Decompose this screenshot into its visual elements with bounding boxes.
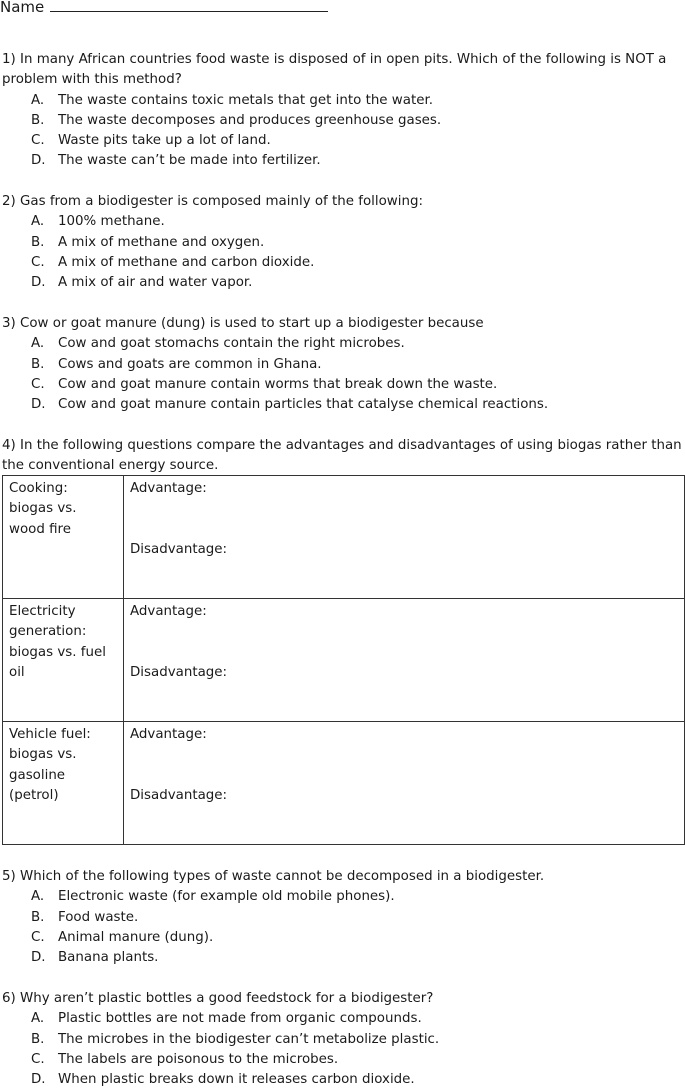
name-blank-line[interactable]: [50, 0, 328, 12]
option-letter: C.: [31, 1051, 45, 1067]
option-letter: C.: [31, 254, 45, 270]
option-a[interactable]: [2, 91, 682, 111]
question-3: [2, 314, 682, 415]
option-c[interactable]: [2, 131, 682, 151]
option-list: [2, 887, 682, 968]
option-list: [2, 1009, 682, 1090]
option-letter: C.: [31, 376, 45, 392]
topic-line: wood fire: [9, 521, 71, 537]
option-text: A mix of methane and oxygen.: [58, 234, 265, 250]
option-a[interactable]: [2, 1009, 682, 1029]
topic-cell: [3, 476, 124, 599]
answer-cell[interactable]: [124, 476, 685, 599]
option-letter: B.: [31, 909, 45, 925]
topic-line: Vehicle fuel:: [9, 727, 91, 742]
topic-line: biogas vs. fuel: [9, 644, 106, 660]
option-letter: B.: [31, 1031, 45, 1047]
advantage-label: Advantage:: [130, 727, 207, 742]
option-list: [2, 91, 682, 172]
table-row-cooking: [3, 476, 685, 599]
option-a[interactable]: [2, 887, 682, 907]
option-b[interactable]: [2, 355, 682, 375]
option-a[interactable]: [2, 334, 682, 354]
option-d[interactable]: [2, 948, 682, 968]
option-text: Cows and goats are common in Ghana.: [58, 356, 322, 372]
option-letter: B.: [31, 112, 45, 128]
topic-line: biogas vs.: [9, 501, 77, 517]
question-1: [2, 50, 682, 172]
answer-cell[interactable]: [124, 599, 685, 722]
topic-line: oil: [9, 665, 25, 681]
topic-cell: [3, 599, 124, 722]
option-letter: C.: [31, 929, 45, 945]
option-text: Cow and goat manure contain worms that break down the waste.: [58, 376, 498, 392]
question-stem: 2) Gas from a biodigester is composed mainly of the following:: [2, 194, 423, 209]
option-a[interactable]: [2, 212, 682, 232]
option-b[interactable]: [2, 233, 682, 253]
option-text: Food waste.: [58, 909, 139, 925]
topic-line: Electricity: [9, 604, 76, 619]
disadvantage-label: Disadvantage:: [130, 542, 228, 558]
topic-line: generation:: [9, 624, 87, 640]
option-letter: B.: [31, 234, 45, 250]
option-text: Animal manure (dung).: [58, 929, 214, 945]
advantage-label: Advantage:: [130, 604, 207, 619]
option-b[interactable]: [2, 111, 682, 131]
question-stem: 5) Which of the following types of waste cannot be decomposed in a biodigester.: [2, 869, 545, 884]
question-4: [2, 436, 682, 477]
question-5: [2, 867, 682, 968]
option-text: Waste pits take up a lot of land.: [58, 133, 271, 149]
option-b[interactable]: [2, 1030, 682, 1050]
option-c[interactable]: [2, 1050, 682, 1070]
option-text: Cow and goat manure contain particles that catalyse chemical reactions.: [58, 397, 549, 413]
option-text: When plastic breaks down it releases carbon dioxide.: [58, 1072, 415, 1088]
topic-cell: [3, 722, 124, 845]
topic-line: biogas vs.: [9, 747, 77, 763]
option-text: The labels are poisonous to the microbes.: [58, 1051, 339, 1067]
option-text: Plastic bottles are not made from organic compounds.: [58, 1011, 422, 1027]
question-stem: 3) Cow or goat manure (dung) is used to start up a biodigester because: [2, 316, 484, 331]
option-c[interactable]: [2, 253, 682, 273]
option-letter: A.: [31, 889, 45, 905]
option-c[interactable]: [2, 375, 682, 395]
option-list: [2, 212, 682, 293]
option-letter: D.: [31, 275, 46, 291]
option-letter: D.: [31, 950, 46, 966]
comparison-table: [2, 475, 685, 845]
option-d[interactable]: [2, 273, 682, 293]
option-letter: A.: [31, 1011, 45, 1027]
table-row-electricity: [3, 599, 685, 722]
advantage-label: Advantage:: [130, 481, 207, 496]
option-letter: C.: [31, 133, 45, 149]
option-text: Cow and goat stomachs contain the right microbes.: [58, 336, 405, 352]
option-letter: A.: [31, 214, 45, 230]
option-letter: D.: [31, 153, 46, 169]
question-stem: 6) Why aren’t plastic bottles a good feedstock for a biodigester?: [2, 991, 434, 1006]
question-2: [2, 192, 682, 293]
option-list: [2, 334, 682, 415]
topic-line: gasoline: [9, 767, 66, 783]
topic-line: (petrol): [9, 788, 59, 804]
option-text: The waste contains toxic metals that get into the water.: [58, 92, 433, 108]
disadvantage-label: Disadvantage:: [130, 665, 228, 681]
option-text: Electronic waste (for example old mobile phones).: [58, 889, 395, 905]
topic-line: Cooking:: [9, 481, 68, 496]
question-stem: 4) In the following questions compare the advantages and disadvantages of using biogas rather than the conventional energy source.: [2, 438, 682, 474]
option-text: A mix of methane and carbon dioxide.: [58, 254, 315, 270]
option-d[interactable]: [2, 151, 682, 171]
disadvantage-label: Disadvantage:: [130, 788, 228, 804]
option-text: A mix of air and water vapor.: [58, 275, 253, 291]
option-c[interactable]: [2, 928, 682, 948]
option-b[interactable]: [2, 908, 682, 928]
option-d[interactable]: [2, 395, 682, 415]
option-letter: B.: [31, 356, 45, 372]
answer-cell[interactable]: [124, 722, 685, 845]
question-stem: 1) In many African countries food waste is disposed of in open pits. Which of the following is NOT a problem with this method?: [2, 52, 667, 88]
option-d[interactable]: [2, 1070, 682, 1090]
table-row-vehicle-fuel: [3, 722, 685, 845]
question-6: [2, 989, 682, 1090]
name-field: [0, 0, 328, 16]
option-text: Banana plants.: [58, 950, 159, 966]
option-text: The waste decomposes and produces greenhouse gases.: [58, 112, 442, 128]
option-letter: D.: [31, 397, 46, 413]
option-text: 100% methane.: [58, 214, 165, 230]
option-letter: A.: [31, 336, 45, 352]
option-letter: D.: [31, 1072, 46, 1088]
option-text: The waste can’t be made into fertilizer.: [58, 153, 321, 169]
option-text: The microbes in the biodigester can’t metabolize plastic.: [58, 1031, 440, 1047]
option-letter: A.: [31, 92, 45, 108]
name-label: Name: [0, 0, 45, 16]
